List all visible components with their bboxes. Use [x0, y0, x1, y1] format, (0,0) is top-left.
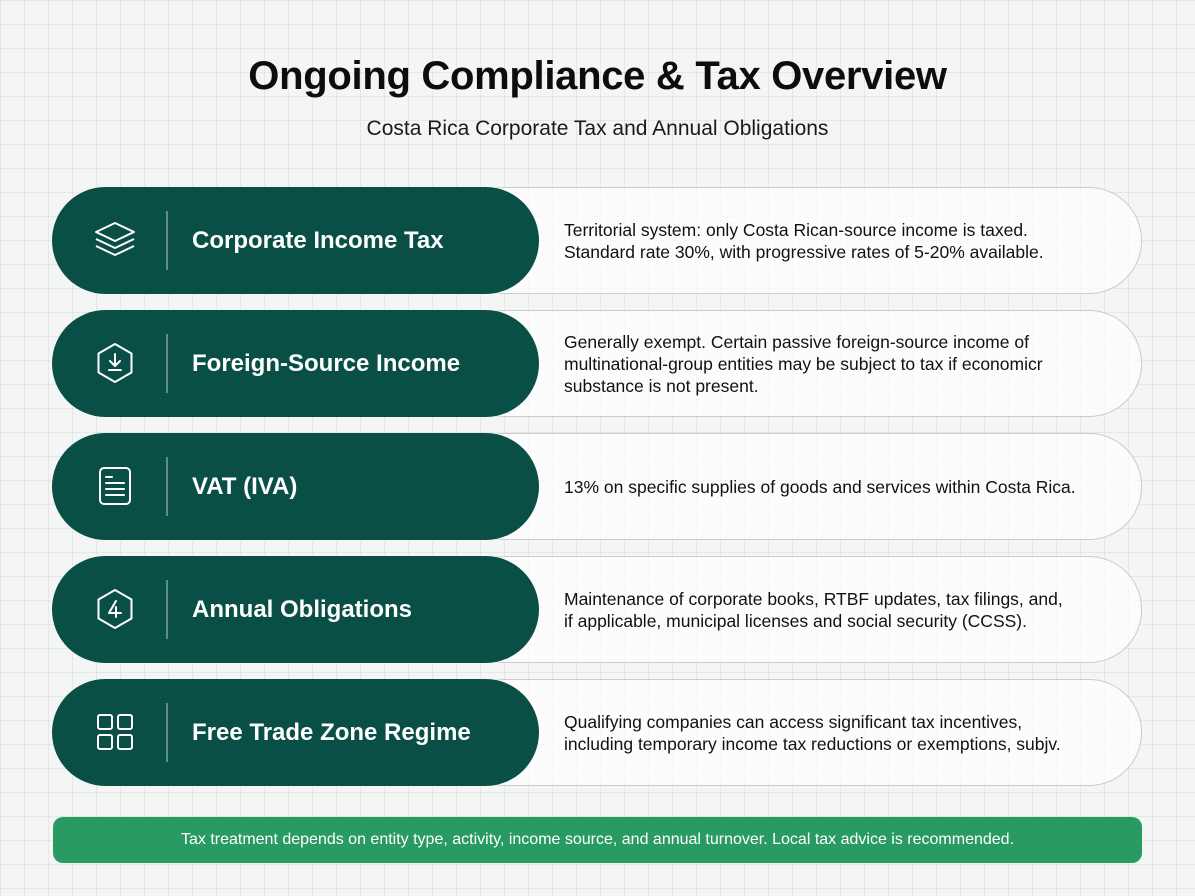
divider: [166, 334, 168, 393]
description-line: Territorial system: only Costa Rican-source income is taxed.: [564, 219, 1028, 240]
description-line: substance is not present.: [564, 375, 759, 396]
item-label: Foreign-Source Income: [192, 349, 461, 377]
description-line: Standard rate 30%, with progressive rates of 5-20% available.: [564, 241, 1044, 262]
description-text: [564, 187, 1094, 294]
description-line: Generally exempt. Certain passive foreign-source income of: [564, 331, 1029, 352]
tax-item-free-trade-zone: [52, 679, 1142, 786]
tax-item-corporate-income-tax: [52, 187, 1142, 294]
divider: [166, 580, 168, 639]
item-label: Annual Obligations: [192, 595, 412, 623]
document-list-icon: [92, 463, 138, 509]
tax-item-vat: [52, 433, 1142, 540]
page-subtitle: Costa Rica Corporate Tax and Annual Obligations: [366, 117, 829, 140]
divider: [166, 457, 168, 516]
tax-item-foreign-source-income: [52, 310, 1142, 417]
description-text: [564, 679, 1094, 786]
label-pill: [52, 310, 539, 417]
footer-note: Tax treatment depends on entity type, activity, income source, and annual turnover. Local tax advice is recommended.: [180, 831, 1015, 848]
item-label: Corporate Income Tax: [192, 226, 444, 254]
description-line: 13% on specific supplies of goods and services within Costa Rica.: [564, 476, 1076, 497]
label-pill: [52, 433, 539, 540]
label-pill: [52, 556, 539, 663]
item-label: Free Trade Zone Regime: [192, 718, 471, 746]
page-title: Ongoing Compliance & Tax Overview: [248, 54, 947, 98]
description-line: multinational-group entities may be subject to tax if economicr: [564, 353, 1043, 374]
label-pill: [52, 679, 539, 786]
tax-item-annual-obligations: [52, 556, 1142, 663]
description-text: [564, 556, 1094, 663]
label-pill: [52, 187, 539, 294]
description-line: Qualifying companies can access significant tax incentives,: [564, 711, 1023, 732]
description-line: including temporary income tax reductions or exemptions, subjv.: [564, 733, 1061, 754]
footer-note-bar: [53, 817, 1142, 863]
grid-icon: [92, 709, 138, 755]
divider: [166, 703, 168, 762]
divider: [166, 211, 168, 270]
description-text: [564, 310, 1094, 417]
layers-icon: [92, 217, 138, 263]
description-line: if applicable, municipal licenses and social security (CCSS).: [564, 610, 1027, 631]
description-line: Maintenance of corporate books, RTBF updates, tax filings, and,: [564, 588, 1063, 609]
hexagon-number-icon: [92, 586, 138, 632]
description-text: [564, 433, 1094, 540]
item-label: VAT (IVA): [192, 472, 298, 500]
tax-items-list: [52, 187, 1142, 802]
hexagon-download-icon: [92, 340, 138, 386]
